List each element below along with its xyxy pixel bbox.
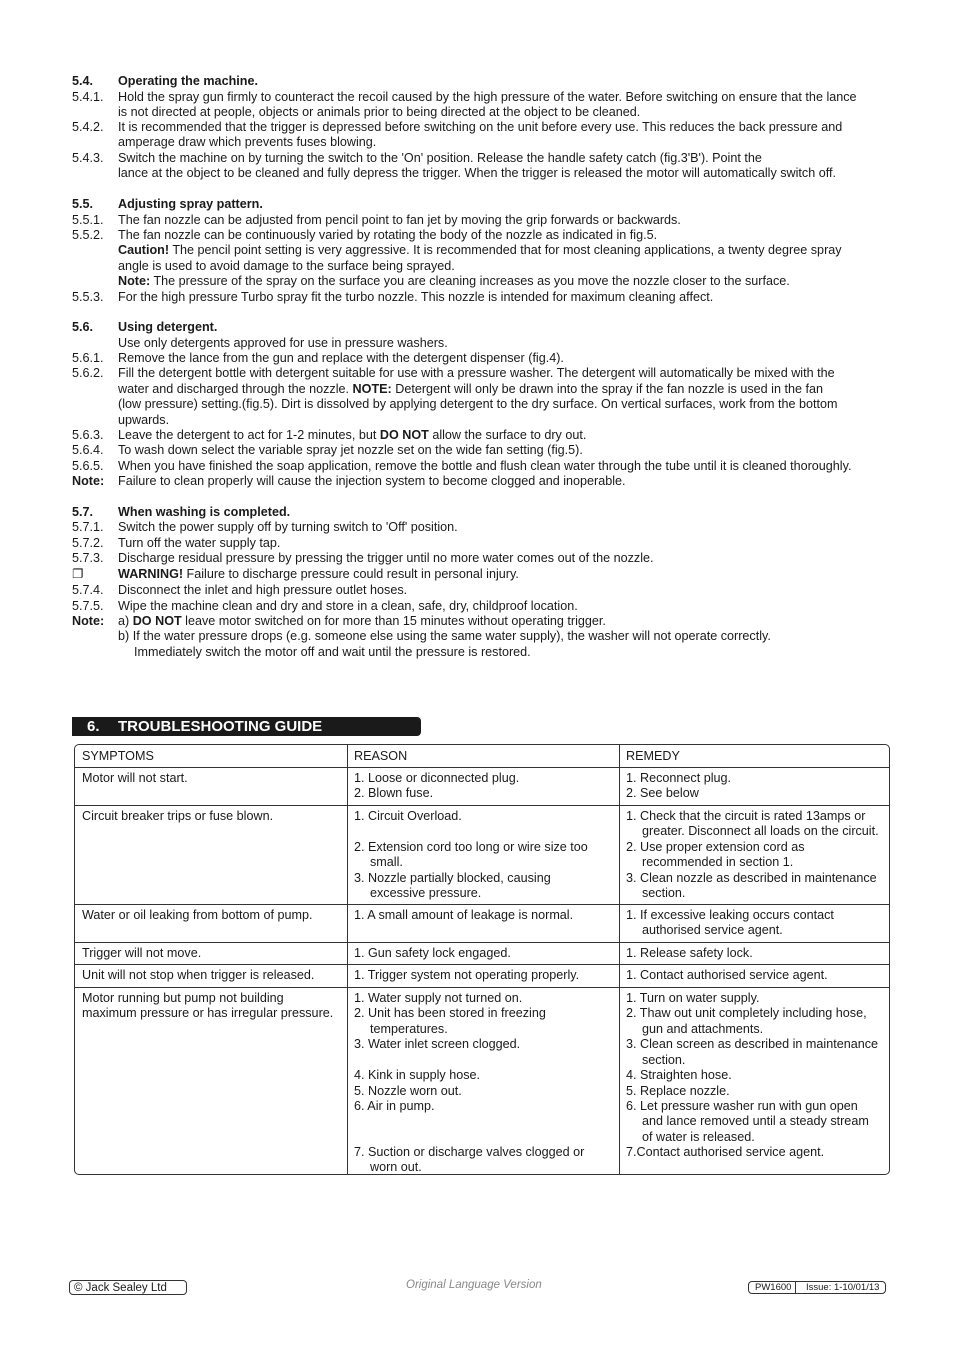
issue-number: Issue: 1-10/01/13 <box>806 1282 880 1293</box>
copyright-box: © Jack Sealey Ltd <box>69 1280 187 1295</box>
table-row: Circuit breaker trips or fuse blown. 1. Circuit Overload. 2. Extension cord too long or wire size too small. 3. Nozzle partially blocked, causing excessive pressure. 1. Check that the circuit is rated 13amps or greater. Disconnect all loads on the circuit. 2. Use proper extension cord as recommended in section 1. 3. Clean nozzle as described in maintenance section. <box>75 805 889 904</box>
table-row: Trigger will not move. 1. Gun safety lock engaged. 1. Release safety lock. <box>75 942 889 964</box>
table-row: Motor running but pump not building maximum pressure or has irregular pressure. 1. Water supply not turned on. 2. Unit has been stored in freezing temperatures. 3. Water inlet screen clogged. 4. Kink in supply hose. 5. Nozzle worn out. 6. Air in pump. 7. Suction or discharge valves clogged or worn out. 1. Turn on water supply. 2. Thaw out unit completely including hose, gun and attachments. 3. Clean screen as described in maintenance section. 4. Straighten hose. 5. Replace nozzle. 6. Let pressure washer run with gun open and lance removed until a steady stream of water is released. 7.Contact authorised service agent. <box>75 987 889 1174</box>
language-version: Original Language Version <box>406 1279 542 1291</box>
table-row: Motor will not start. 1. Loose or diconnected plug. 2. Blown fuse. 1. Reconnect plug. 2. See below <box>75 767 889 805</box>
header-reason: REASON <box>354 749 408 763</box>
model-number: PW1600 <box>755 1282 792 1293</box>
manual-page: 5.4. Operating the machine. 5.4.1. Hold the spray gun firmly to counteract the recoil caused by the high pressure of the water. Before switching on ensure that the lance is not directed at people, objects or animals prior to being directed at the object to be cleaned. 5.4.2. It is recommended that the trigger is depressed before switching on the unit before every use. This reduces the back pressure and amperage draw which prevents fuses blowing. 5.4.3. Switch the machine on by turning the switch to the 'On' position. Release the handle safety catch (fig.3'B'). Point the lance at the object to be cleaned and fully depress the trigger. When the trigger is released the motor will automatically switch off. 5.5. Adjusting spray pattern. 5.5.1. The fan nozzle can be adjusted from pencil point to fan jet by moving the grip forwards or backwards. 5.5.2. The fan nozzle can be continuously varied by rotating the body of the nozzle as indicated in fig.5. Caution! The pencil point setting is very aggressive. It is recommended that for most cleaning applications, a twenty degree spray angle is used to avoid damage to the surface being sprayed. Note: The pressure of the spray on the surface you are cleaning increases as you move the nozzle closer to the surface. 5.5.3. For the high pressure Turbo spray fit the turbo nozzle. This nozzle is intended for maximum cleaning affect. 5.6. Using detergent. Use only detergents approved for use in pressure washers. 5.6.1. Remove the lance from the gun and replace with the detergent dispenser (fig.4). 5.6.2. Fill the detergent bottle with detergent suitable for use with a pressure washer. The detergent will automatically be mixed with the water and discharged through the nozzle. NOTE: Detergent will only be drawn into the spray if the fan nozzle is used in the fan (low pressure) setting.(fig.5). Dirt is dissolved by applying detergent to the dry surface. On vertical surfaces, work from the bottom upwards. 5.6.3. Leave the detergent to act for 1-2 minutes, but DO NOT allow the surface to dry out. 5.6.4. To wash down select the variable spray jet nozzle set on the wide fan setting (fig.5). 5.6.5. When you have finished the soap application, remove the bottle and flush clean water through the tube until it is cleaned thoroughly. Note: Failure to clean properly will cause the injection system to become clogged and inoperable. 5.7. When washing is completed. 5.7.1. Switch the power supply off by turning switch to 'Off' position. 5.7.2. Turn off the water supply tap. 5.7.3. Discharge residual pressure by pressing the trigger until no more water comes out of the nozzle. ❐ WARNING! Failure to discharge pressure could result in personal injury. 5.7.4. Disconnect the inlet and high pressure outlet hoses. 5.7.5. Wipe the machine clean and dry and store in a clean, safe, dry, childproof location. Note: a) DO NOT leave motor switched on for more than 15 minutes without operating trigger. b) If the water pressure drops (e.g. someone else using the same water supply), the washer will not operate correctly. Immediately switch the motor off and wait until the pressure is restored. 6. TROUBLESHOOTING GUIDE SYMPTOMS REASON REMEDY Motor will not start. 1. Loose or diconnected plug. 2. Blown fuse. 1. Reconnect plug. 2. See below Circuit breaker trips or fuse blown. 1. Circuit Overload. 2. Extension cord too long or wire size too small. 3. Nozzle partially blocked, causing excessive pressure. 1. Check that the circuit is rated 13amps or greater. Disconnect all loads on the circuit. 2. Use proper extension cord as recommended in section 1. 3. Clean nozzle as described in maintenance section. Water or oil leaking from bottom of pump. 1. A small amount of leakage is normal. 1. If excessive leaking occurs contact authorised service agent. Trigger will not move. 1. Gun safety lock engaged. 1. Release safety lock. Unit will not stop when trigger is released. 1. Trigger system not operating properly. 1. Contact authorised service agent. Motor running but pump not building maximum pressure or has irregular pressure. 1. Water supply not turned on. 2. Unit has been stored in freezing temperatures. 3. Water inlet screen clogged. 4. Kink in supply hose. 5. Nozzle worn out. 6. Air in pump. 7. Suction or discharge valves clogged or worn out. 1. Turn on water supply. 2. Thaw out unit completely including hose, gun and attachments. 3. Clean screen as described in maintenance section. 4. Straighten hose. 5. Replace nozzle. 6. Let pressure washer run with gun open and lance removed until a steady stream of water is released. 7.Contact authorised service agent. © Jack Sealey Ltd Original Language Version PW1600 Issue: 1-10/01/13 <box>0 0 954 1350</box>
table-header-row <box>75 745 889 767</box>
warning-checkbox-icon: ❐ <box>72 567 84 581</box>
header-symptoms: SYMPTOMS <box>82 749 154 763</box>
troubleshooting-table <box>74 744 890 1175</box>
header-remedy: REMEDY <box>626 749 680 763</box>
troubleshooting-heading: 6. TROUBLESHOOTING GUIDE <box>72 717 421 736</box>
table-row: Water or oil leaking from bottom of pump. 1. A small amount of leakage is normal. 1. If excessive leaking occurs contact authorised service agent. <box>75 904 889 942</box>
table-row: Unit will not stop when trigger is released. 1. Trigger system not operating properly. 1. Contact authorised service agent. <box>75 964 889 987</box>
divider <box>795 1282 796 1293</box>
model-issue-box <box>748 1281 886 1294</box>
